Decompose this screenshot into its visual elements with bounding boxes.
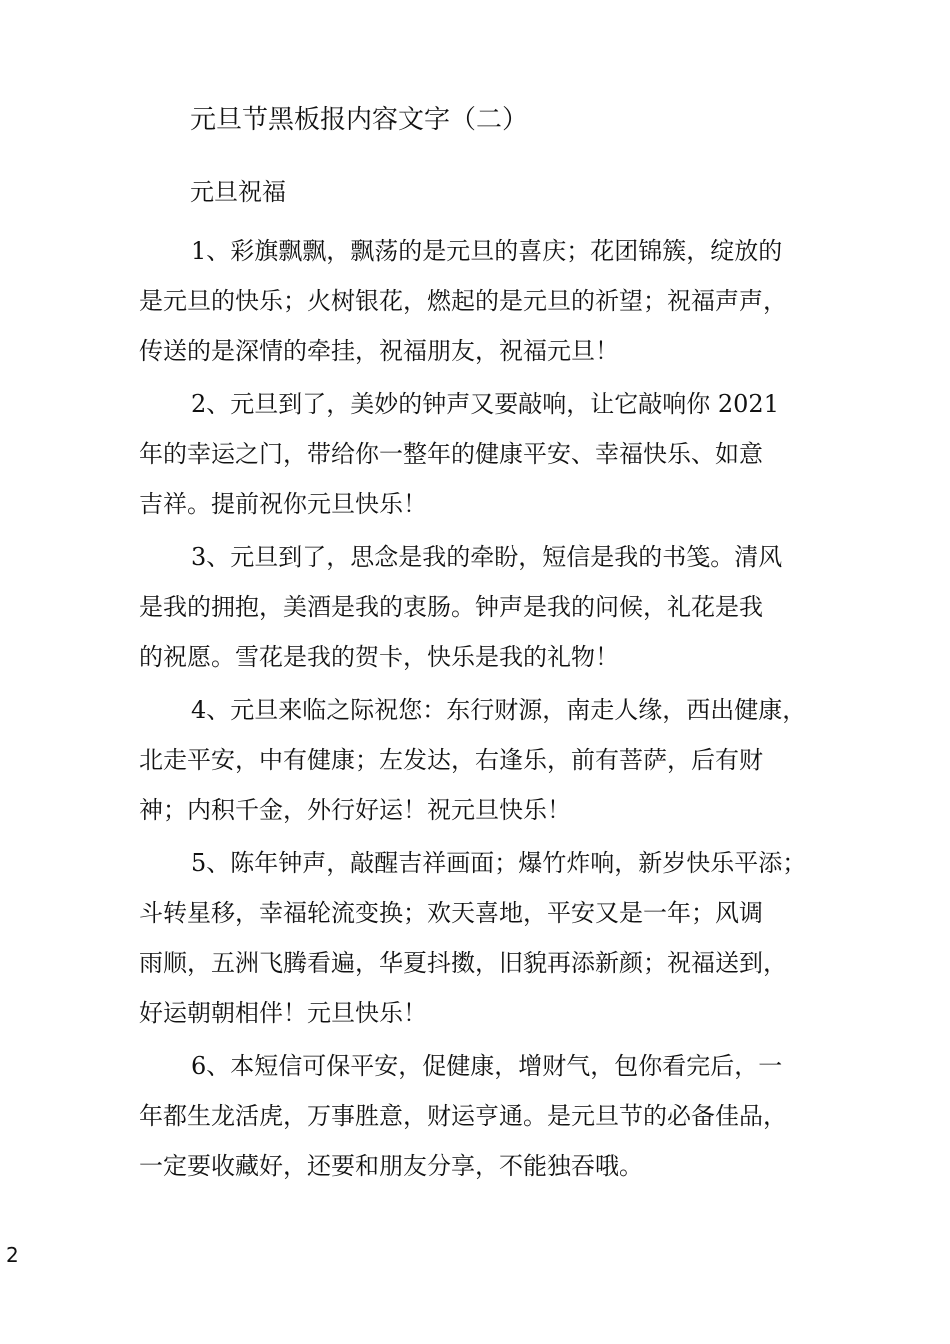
- paragraph-line: 斗转星移，幸福轮流变换；欢天喜地，平安又是一年；风调: [139, 899, 763, 927]
- paragraph-line: 雨顺，五洲飞腾看遍，华夏抖擞，旧貌再添新颜；祝福送到，: [139, 949, 787, 977]
- paragraph-list: [139, 226, 839, 1191]
- paragraph-line: 是元旦的快乐；火树银花，燃起的是元旦的祈望；祝福声声，: [139, 287, 787, 315]
- paragraph-line: 神；内积千金，外行好运！祝元旦快乐！: [139, 796, 571, 824]
- paragraph-line: 一定要收藏好，还要和朋友分享，不能独吞哦。: [139, 1152, 643, 1180]
- paragraph-1: [139, 226, 839, 376]
- paragraph-line: 年都生龙活虎，万事胜意，财运亨通。是元旦节的必备佳品，: [139, 1102, 787, 1130]
- paragraph-line: 4、元旦来临之际祝您：东行财源，南走人缘，西出健康，: [191, 696, 807, 724]
- paragraph-line: 北走平安，中有健康；左发达，右逢乐，前有菩萨，后有财: [139, 746, 763, 774]
- paragraph-line: 1、彩旗飘飘，飘荡的是元旦的喜庆；花团锦簇，绽放的: [191, 237, 783, 265]
- paragraph-2: [139, 379, 839, 529]
- page-number: 2: [6, 1243, 19, 1267]
- paragraph-line: 6、本短信可保平安，促健康，增财气，包你看完后，一: [191, 1052, 783, 1080]
- paragraph-5: [139, 838, 839, 1038]
- paragraph-4: [139, 685, 839, 835]
- page-title: 元旦节黑板报内容文字（二）: [190, 105, 529, 135]
- section-heading: 元旦祝福: [190, 178, 286, 206]
- paragraph-line: 2、元旦到了，美妙的钟声又要敲响，让它敲响你 2021: [191, 390, 779, 418]
- paragraph-line: 吉祥。提前祝你元旦快乐！: [139, 490, 427, 518]
- paragraph-line: 3、元旦到了，思念是我的牵盼，短信是我的书笺。清风: [191, 543, 783, 571]
- paragraph-line: 传送的是深情的牵挂，祝福朋友，祝福元旦！: [139, 337, 619, 365]
- paragraph-6: [139, 1041, 839, 1191]
- paragraph-line: 好运朝朝相伴！元旦快乐！: [139, 999, 427, 1027]
- paragraph-3: [139, 532, 839, 682]
- paragraph-line: 年的幸运之门，带给你一整年的健康平安、幸福快乐、如意: [139, 440, 763, 468]
- paragraph-line: 的祝愿。雪花是我的贺卡，快乐是我的礼物！: [139, 643, 619, 671]
- paragraph-line: 是我的拥抱，美酒是我的衷肠。钟声是我的问候，礼花是我: [139, 593, 763, 621]
- paragraph-line: 5、陈年钟声，敲醒吉祥画面；爆竹炸响，新岁快乐平添；: [191, 849, 807, 877]
